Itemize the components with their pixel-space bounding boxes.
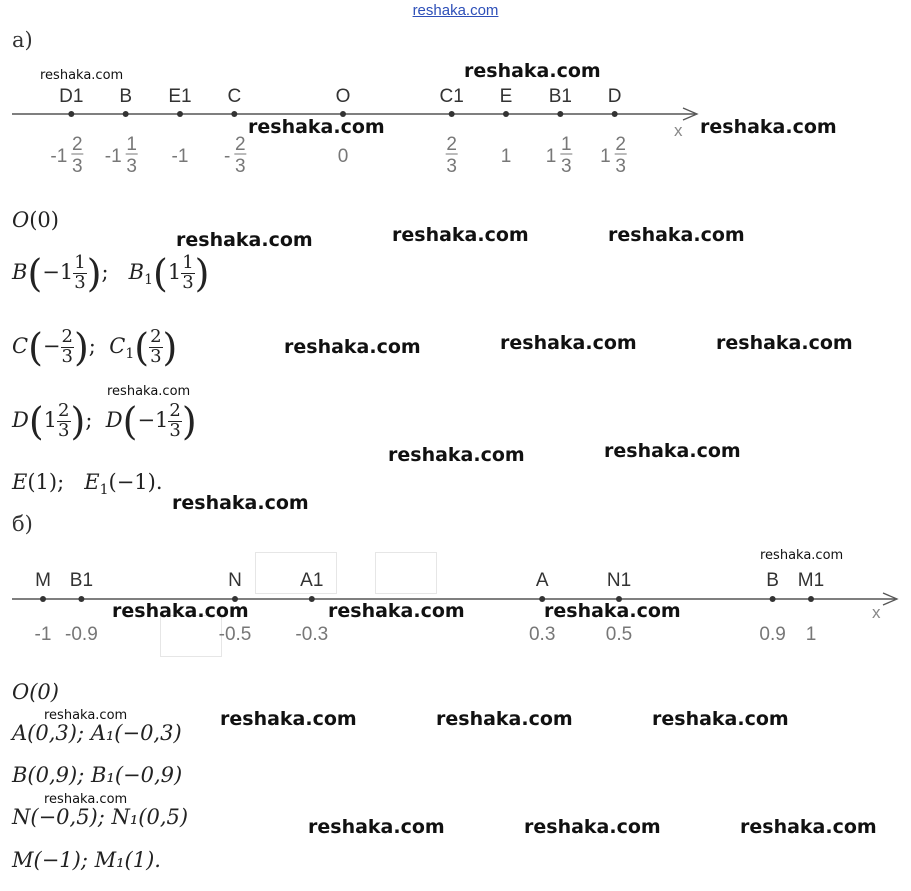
- tick-label: 0.9: [759, 624, 786, 645]
- watermark: reshaka.com: [716, 332, 853, 354]
- tick-label: 1: [500, 146, 512, 167]
- point-label: A1: [300, 570, 324, 591]
- point-dot: [770, 596, 776, 602]
- watermark: reshaka.com: [388, 444, 525, 466]
- tick-label: -0.3: [295, 624, 329, 645]
- tick-label: 0.5: [605, 624, 633, 645]
- watermark: reshaka.com: [604, 440, 741, 462]
- point-dot: [123, 111, 129, 117]
- watermark: reshaka.com: [328, 600, 465, 622]
- point-label: C1: [439, 86, 464, 107]
- point-label: D: [607, 86, 622, 107]
- point-label: E: [499, 86, 513, 107]
- point-dot: [177, 111, 183, 117]
- formula-a-o: O(0): [12, 208, 59, 232]
- point-dot: [231, 111, 237, 117]
- watermark: reshaka.com: [392, 224, 529, 246]
- site-link[interactable]: reshaka.com: [412, 2, 499, 19]
- tick-label: -1: [34, 624, 52, 645]
- watermark: reshaka.com: [44, 792, 128, 807]
- point-dot: [309, 596, 315, 602]
- part-b-label: б): [12, 512, 33, 536]
- watermark: reshaka.com: [284, 336, 421, 358]
- point-dot: [40, 596, 46, 602]
- tick-numerator: 2: [235, 134, 246, 155]
- tick-whole: -: [223, 146, 231, 167]
- point-label: O: [335, 86, 351, 107]
- point-dot: [78, 596, 84, 602]
- watermark: reshaka.com: [107, 384, 191, 399]
- formula-b-1: A(0,3); A₁(−0,3): [12, 721, 182, 745]
- formula-b-4: M(−1); M₁(1).: [12, 848, 161, 872]
- formula-b-3: N(−0,5); N₁(0,5): [12, 805, 189, 829]
- watermark: reshaka.com: [608, 224, 745, 246]
- point-label: N: [228, 570, 242, 591]
- formula-a-d: D(1 $\frac{2}{3}$ ); D(−1 $\frac{2}{3}$ ): [12, 399, 197, 444]
- point-label: E1: [168, 86, 192, 107]
- tick-whole: -1: [50, 146, 68, 167]
- watermark: reshaka.com: [464, 60, 601, 82]
- watermark: reshaka.com: [760, 548, 844, 563]
- watermark: reshaka.com: [248, 116, 385, 138]
- axis-x-label: x: [872, 603, 881, 622]
- tick-label: -0.5: [218, 624, 252, 645]
- point-label: D1: [59, 86, 84, 107]
- watermark: reshaka.com: [308, 816, 445, 838]
- tick-denominator: 3: [235, 156, 246, 177]
- point-label: C: [227, 86, 242, 107]
- point-label: M1: [797, 570, 825, 591]
- tick-whole: -1: [104, 146, 122, 167]
- watermark: reshaka.com: [112, 600, 249, 622]
- tick-denominator: 3: [561, 156, 572, 177]
- watermark: reshaka.com: [740, 816, 877, 838]
- tick-label: -1: [171, 146, 189, 167]
- watermark: reshaka.com: [40, 68, 124, 83]
- formula-a-e: E(1); $E_1(-1)$.: [12, 470, 163, 499]
- point-dot: [808, 596, 814, 602]
- point-dot: [449, 111, 455, 117]
- tick-denominator: 3: [72, 156, 83, 177]
- formula-a-c: C(− $\frac{2}{3}$ ); $C_1$( $\frac{2}{3}$ ): [12, 325, 178, 370]
- point-label: B1: [69, 570, 94, 591]
- watermark: reshaka.com: [44, 708, 128, 723]
- point-label: B: [119, 86, 133, 107]
- watermark: reshaka.com: [172, 492, 309, 514]
- point-label: B1: [548, 86, 572, 107]
- tick-label: 1: [805, 624, 817, 645]
- tick-numerator: 2: [72, 134, 83, 155]
- point-dot: [68, 111, 74, 117]
- point-label: N1: [606, 570, 632, 591]
- axis-x-label: x: [674, 121, 683, 140]
- tick-numerator: 1: [561, 134, 572, 155]
- formula-b-0: O(0): [12, 680, 59, 704]
- tick-label: 0.3: [528, 624, 556, 645]
- tick-numerator: 2: [446, 134, 457, 155]
- point-dot: [503, 111, 509, 117]
- tick-label: 0: [337, 146, 349, 167]
- tick-numerator: 1: [126, 134, 137, 155]
- tick-label: -0.9: [65, 624, 98, 645]
- tick-denominator: 3: [446, 156, 457, 177]
- tick-denominator: 3: [126, 156, 137, 177]
- tick-denominator: 3: [615, 156, 626, 177]
- point-label: B: [766, 570, 779, 591]
- watermark: reshaka.com: [176, 229, 313, 251]
- point-dot: [612, 111, 618, 117]
- point-label: A: [535, 570, 549, 591]
- point-dot: [557, 111, 563, 117]
- formula-b-2: B(0,9); B₁(−0,9): [12, 763, 183, 787]
- part-a-label: а): [12, 28, 33, 52]
- watermark: reshaka.com: [544, 600, 681, 622]
- watermark: reshaka.com: [436, 708, 573, 730]
- tick-whole: 1: [545, 146, 557, 167]
- tick-whole: 1: [600, 146, 611, 167]
- watermark: reshaka.com: [652, 708, 789, 730]
- point-label: M: [35, 570, 51, 591]
- formula-a-b: B(−1 $\frac{1}{3}$ ); $B_1(1$ $\frac{1}{3}$ ): [12, 251, 210, 296]
- watermark: reshaka.com: [524, 816, 661, 838]
- tick-numerator: 2: [615, 134, 626, 155]
- watermark: reshaka.com: [220, 708, 357, 730]
- watermark: reshaka.com: [700, 116, 837, 138]
- watermark: reshaka.com: [500, 332, 637, 354]
